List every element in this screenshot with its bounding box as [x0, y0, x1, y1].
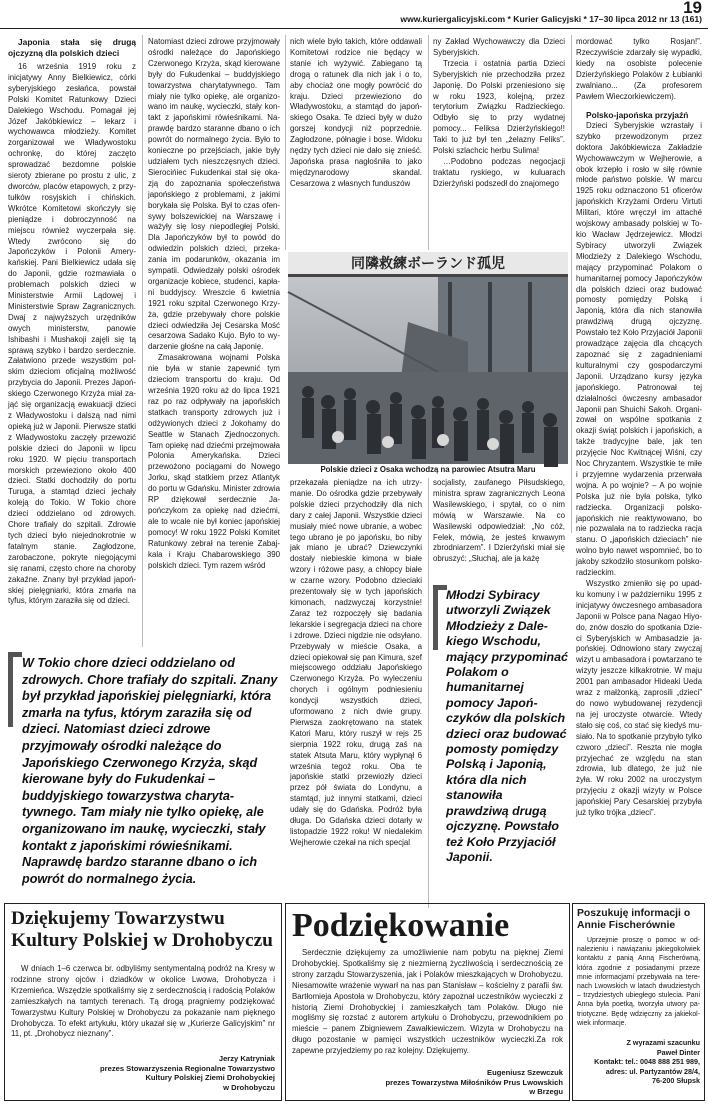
signature-name: Eugeniusz Szewczuk: [487, 1068, 563, 1077]
photo-caption: Polskie dzieci z Osaka wchodzą na parowiec Atsutra Maru: [320, 465, 536, 474]
box-search-body: [577, 936, 700, 1036]
col3-bottom-para: przekazała pieniądze na ich utrzymanie. Do ośrodka gdzie przebywały polskie dzieci przychodziły dla nich dary z całej Japonii. Wszystkie dzieci musiały mieć nowe ubranie, a wobec tego ubrano je po japońsku, bo niby jak miano je ubrać? Dziewczynki dostały niebieskie kimona w białe wzory i różowe pasy, a chłopcy białe w czarne wzory. Podobno dzieciaki prezentowały się w tych japońskich kimonach, nadzwyczaj korzystnie! Zaraz też rozpoczęły się badania lekarskie i segregacja dzieci na chore i zdrowe. Dzieci nigdzie nie odsyłano. Przebywały w mieście Osaka, a dzieci opiekował się pan Kimura, szef miejscowego oddziału Japońskiego Czerwonego Krzyża. Po wyleczeniu chorych i ogólnym podniesieniu kondycji wszystkich dzieci, uformowano z nich dwie grupy. Pierwsza zaokrętowano na statek Katori Maru, który ruszył w rejs 25 sierpnia 1922 roku, drugą zaś na statek Atsuta Maru, który wypłynął 6 września tegoż roku. Oba te japońskie statki przewiozły dzieci przez pół świata do Londynu, a stamtąd, już innymi statkami, dzieci udały się do Gdańska. Podróż była długa. Do Gdańska dzieci dotarły w listopadzie 1922 roku! W niedalekim Wejherowie czekał na nich specjal: [290, 478, 422, 847]
article-column-1: [8, 37, 136, 647]
box-thanks-tkp-title: Dziękujemy Towarzystwu Kultury Polskiej w Drohobyczu: [11, 908, 273, 951]
box-search-text: Uprzejmie proszę o pomoc w odnalezieniu i nawiązaniu jakiegokolwiek kontaktu z panią Anną Fischerówną, która zgodnie z posiadanymi przeze mnie informacjami przebywała na terenach Lwowskich w latach dwudziestych – trzydziestych ubiegłego stulecia. Pani Anna była poetką, tworzyła utwory patriotyczne. Będę wdzięczny za jakiekolwiek informacje.: [577, 937, 700, 1027]
signature-org: prezes Towarzystwa Miłośników Prus Lwowskich: [385, 1077, 563, 1087]
photo-illustration: [288, 252, 568, 464]
box-search: [572, 903, 705, 1101]
col4-top-para-2: Trzecia i ostatnia partia Dzieci Syberyjskich nie przechodziła przez Japonię. Do Polski przeniesiono się w roku 1923, kolejną, przez terytorium Związku Radzieckiego. Odbyło się to przy wydatnej pomocy... Feliksa Dzierżyńskiego!! Taki to już był ten „żelazny Feliks”. Polski szlachcic herbu Sulima!: [433, 58, 565, 156]
column-divider: [571, 35, 572, 533]
header-line: www.kuriergalicyjski.com * Kurier Galicyjski * 17–30 lipca 2012 nr 13 (161): [400, 14, 702, 24]
col5-para-2: Dzieci Syberyjskie wzrastały i szybko przewodzonym przez doktora Jakóbkiewicza Zakładzie Wychowawczym w Wejherowie, a obok krzepło i rosło w siłę równie młode państwo polskie. W marcu 1925 roku odznaczono 51 oficerów japońskich Krzyżami Orderu Virtuti Militari, które wręczył im attaché wojskowy ambasady polskiej w Tokio Wacław Jędrzejewicz. Młodzi Sybiracy utworzyli Związek Młodzieży z Dalekiego Wschodu, mający przypominać Polakom o humanitarnej pomocy Japończyków dla polskich dzieci oraz budować pomosty pomiędzy Polską i Japonią, która dla nich stanowiła prawdziwą drugą ojczyznę. Powstało też Koło Przyjaciół Japonii prowadzące zajęcia dla chcących zapoznać się z zagadnieniami kulturalnymi czy gospodarczymi Japonii. Urządzano kursy języka japońskiego. Patronował tej działalności ówczesny ambasador Japonii pan Shuichi Sakoh. Organizował on wspólne spotkania z okazji świąt polskich i japońskich, a także tradycyjne bale, jak ten przyjęcie Noc Kwitnącej Wiśni, czy Noc Chryzantem. Wszystkie te miłe i przyjemne wydarzenia przerwała wojna. A po wojnie? – A po wojnie Polska już nie była polska, tylko radziecka. Organizacji polsko-japońskich nie reaktywowano, bo nie pozwalała na to radziecka racja stanu. O „japońskich dzieciach” nie wolno było nawet wspomnieć, bo to jakoby szkodziło stosunkom polsko-radzieckim.: [576, 120, 702, 578]
article-photo: [288, 252, 568, 464]
col2-para-1: Natomiast dzieci zdrowe przyjmowały ośrodki należące do Japońskiego Czerwonego Krzyża, skąd kierowane były do Fukudenkai – buddyjskiego towarzystwa charytatywnego. Tam miały nie tylko opiekę, ale organizowano im naukę, wycieczki, stały kontakt z japońskimi rówieśnikami. Naprawdę bardzo staranne dbano o ich powrót do normalnego życia. Było to konieczne po przejściach, jakie były udziałem tych nieszczęsnych dzieci. Sierocińiec Fukudenkai stał się okazją do zapoznania społeczeństwa japońskiego z problemami, z jakimi borykała się Polska. Był to czas ofensywy bolszewickiej na Warszawę i ważyły się losy niepodległej Polski. Dla Japończyków był to powód do odwiedzin polskich dzieci, przekazania im podarunków, okazania im sympatii. Odwiedzały polski ośrodek organizacje kobiece, studenci, kapłani buddyjscy. Wreszcie 6 kwietnia 1921 roku szpital Czerwonego Krzyża, gdzie przebywały chore polskie dzieci odwiedziła Jej Cesarska Mość cesarzowa Sadako Kujo. Było to wydarzenie głośne na całą Japonię.: [148, 37, 280, 352]
page-header: [0, 0, 708, 29]
signature-name: Paweł Dinter: [656, 1047, 700, 1057]
signature-org: Kultury Polskiej Ziemi Drohobyckiej: [145, 1073, 275, 1083]
article-column-4-bottom: [433, 478, 565, 578]
box-search-title: Poszukuję informacji o Annie Fischerównie: [577, 908, 691, 932]
col4-top-para-1: ny Zakład Wychowawczy dla Dzieci Syberyjskich.: [433, 37, 565, 57]
col5-para-1: mordować tylko Rosjan!”. Rzeczywiście zdarzały się wypadki, kiedy na osobiste polecenie Dzierżyńskiego Polaków z Łubianki zwalniano... (Za profesorem Pawłem Wieczorkiewiczem).: [576, 37, 702, 101]
box-podziekowanie: [285, 903, 570, 1101]
col5-subhead: Polsko-japońska przyjaźń: [586, 110, 689, 121]
pull-quote-mark: [8, 652, 22, 727]
signature-line: Z wyrazami szacunku: [626, 1038, 700, 1047]
col4-bottom-para: socjalisty, zaufanego Piłsudskiego, ministra spraw zagranicznych Leona Wasilewskiego, i spytał, co o nim mówią w Warszawie. Na co Wasilewski odpowiedział: „No cóż, Felek, mówią, że jesteś krwawym zbrodniarzem”. I Dzierżyński miał się obruszyć: „Słuchaj, ale ja każę: [433, 478, 565, 564]
pull-quote-left: W Tokio chore dzieci oddzielano od zdrowych. Chore trafiały do szpitali. Znany był przykład japońskiej pielęgniarki, która zmarła na tyfus, którym zaraziła się od dzieci. Natomiast dzieci zdrowe przyjmowały ośrodki należące do Japońskiego Czerwonego Krzyża, skąd kierowane były do Fukudenkai – buddyjskiego towarzystwa charytatywnego. Tam miały nie tylko opiekę, ale organizowano im naukę, wycieczki, stały kontakt z japońskimi rówieśnikami. Naprawdę bardzo staranne dbano o ich powrót do normalnego życia.: [22, 656, 278, 886]
column-divider: [142, 35, 143, 647]
signature-org: w Drohobyczu: [223, 1082, 275, 1092]
box-podziekowanie-body: [292, 948, 563, 1066]
column-divider: [285, 35, 286, 250]
col3-top-para: nich wiele było takich, które oddawali Komitetowi rodzice nie będący w stanie ich wyżywić. Zabiegano tą drogą o ratunek dla nich jak i o to, aby chociaż one mogły powrócić do kraju. Dzieci przewieziono do Władywostoku, a stamtąd do japońskiego Osaka. Te dzieci były w dużo gorszej kondycji niż poprzednie. Zagłodzone, półnagie i bose. Widoku nędzy tych dzieci nie dało się znieść. Japońska prasa nagłośniła to jako międzynarodowy skandal. Cesarzowa z własnych funduszów: [290, 37, 422, 188]
box-podziekowanie-title: Podziękowanie: [292, 907, 510, 944]
signature-org: prezes Stowarzyszenia Regionalne Towarzystwo: [100, 1063, 275, 1073]
photo-banner-text: 同隣救練ボーランド孤児: [351, 256, 505, 272]
column-divider: [428, 478, 429, 908]
article-column-4-top: [433, 37, 565, 249]
signature-address: 76-200 Słupsk: [652, 1076, 700, 1086]
article-column-3-bottom: [290, 478, 422, 918]
article-title: Japonia stała się drugą ojczyzną dla polskich dzieci: [8, 37, 136, 58]
box-thanks-tkp: [4, 903, 282, 1101]
box-thanks-tkp-body: [11, 964, 275, 1042]
page-number: 19: [683, 0, 702, 17]
col2-para-2: Zmasakrowana wojnami Polska nie była w stanie zapewnić tym dzieciom transportu do kraju. Od września 1920 roku aż do lipca 1921 raz po raz odpływały na japońskich statkach transporty zdrowych już i odżywionych dzieci z Jokohamy do Seattle w Stanach Zjednoczonych. Tam opiekę nad dziećmi przejmowała Polonia Amerykańska. Dzieci przewożono pociągami do Nowego Jorku, skąd statkiem przez Atlantyk do portu w Gdańsku. Minister zdrowia RP dziękował serdecznie Japończykom za opiekę nad dziećmi, ale to wcale nie był koniec japońskiej pomocy! W roku 1922 Polski Komitet Ratunkowy zebrał na terenie Zabajkala i Kraju Chabarowskiego 390 polskich dzieci. Tym razem wśród: [148, 353, 281, 570]
signature-address: adres: ul. Partyzantów 28/4,: [605, 1066, 700, 1076]
box-podziekowanie-text: Serdecznie dziękujemy za umożliwienie nam pobytu na pięknej Ziemi Drohobyckiej. Spotkaliśmy się z niezmierną życzliwością i serdecznością ze strony zarządu Stowarzyszenia, jak i Polaków mieszkających w Drohobyczu. Niesamowite wrażenie wywarł na nas pan Stanisław – kościelny z parafii św. Bartłomieja Apostoła w Drohobyczu, który zapoznał uczestników wycieczki z historią Ziemi Drohobyckiej i zamieszkałych tam Polaków. Długo nie mogliśmy się rozstać z autorem artykułu o Drohobyczu, przewodnikiem po mieście – panem Zbigniewem Zawałkiewiczem. Wizyta w Drohobyczu na długo pozostanie w pamięci wszystkich uczestników wycieczki.Za rok zapewne przyjedziemy po raz kolejny. Dziękujemy.: [292, 948, 563, 1056]
col5-para-3: Wszystko zmieniło się po upadku komuny i w październiku 1995 z inicjatywy ówczesnego ambasadora Japonii w Polsce pana Nagao Hiyodo, znów doszło do spotkania Dzieci Syberyjskich w Ambasadzie japońskiej. Odnowiono stary zwyczaj wizyt u ambasadora i powtarzano te wizyty jeszcze kilkakrotnie. W maju 2001 pan ambasador Hideaki Ueda wraz z małżonką, zaprosili „dzieci” do nowo wybudowanej rezydencji na jej uroczyste otwarcie. Wtedy stało się coś, co stać się kiedyś musiało. Na to spotkanie przybyło tylko czworo „dzieci”. Reszta nie mogła przyjechać ze względu na stan zdrowia, lub dlatego, że już nie żyła. W roku 2002 na uroczystym przyjęciu z okazji wizyty w Polsce japońskiej Pary Cesarskiej przybyła już tylko trójka „dzieci”.: [576, 579, 702, 818]
article-column-2: [148, 37, 280, 647]
article-column-5: [576, 37, 702, 818]
box-thanks-tkp-text: W dniach 1–6 czerwca br. odbyliśmy sentymentalną podróż na Kresy w rodzinne strony ojców i dziadków w okolice Lwowa, Drohobycza i Krzemieńca. Wszędzie spotkaliśmy się z serdecznością i radością Polaków zamieszkałych na tamtych terenach. Tą drogą pragniemy podziękować Towarzystwu Kultury Polskiej w Drohobyczu za pokazanie nam pięknego Drohobycza. To efekt artykułu, który ukazał się w „Kurierze Galicyjskim” nr 11, pt. „Drohobycz nieznany”.: [11, 964, 275, 1039]
column-divider: [428, 35, 429, 250]
pull-quote-mark: [433, 585, 447, 650]
signature-contact: Kontakt: tel.: 0048 888 251 989,: [594, 1057, 700, 1067]
pull-quote-right: Młodzi Sybiracy utworzyli Związek Młodzieży z Dalekiego Wschodu, mający przypominać Polakom o humanitarnej pomocy Japończyków dla polskich dzieci oraz budować pomosty pomiędzy Polską i Japonią, która dla nich stanowiła prawdziwą drugą ojczyznę. Powstało też Koło Przyjaciół Japonii.: [446, 588, 568, 864]
signature-name: Jerzy Katryniak: [218, 1054, 275, 1063]
box-search-signature: [577, 1038, 700, 1086]
col1-para: 16 września 1919 roku z inicjatywy Anny Bielkiewicz, córki syberyjskiego zesłańca, powstał Polski Komitet Ratunkowy Dzieci Dalekiego Wschodu. Pomagał jej Józef Jakóbkiewicz – lekarz i wychowawca młodzieży. Komitet zorganizował we Władywostoku ochronkę, do której zaczęto sprowadzać bezdomne polskie sieroty zbierane po prostu z ulic, z dworców, placów etapowych, z przytułków rosyjskich i chińskich. Wkrótce Komitetowi skończyły się pieniądze i dobroczynność na miejscu również wyczerpała się. Wtedy zwrócono się do Japończyków i Polonii Amerykańskiej. Pani Bielkiewicz udała się do Japonii, gdzie rozmawiała o problemach polskich dzieci w Ministerstwie Armii Lądowej i Ministerstwie Spraw Zagranicznych. Dwaj z najwyższych urzędników owych ministerstw, panowie Ishibashi i Mushakoji zajęli się tą sprawą szybko i bardzo serdecznie. Załatwiono przede wszystkim polskim dzieciom oficjalną możliwość przybycia do Japonii. Prezes Japońskiego Czerwonego Krzyża miał zająć się organizacją ewakuacji dzieci z Władywostoku i dalszą nad nimi opieką już w Japonii. Pierwsze statki z Władywostoku zaczęły przewozić polskie dzieci do Japonii w lipcu roku 1920. W pięciu transportach morskich przewieziono około 400 dzieci. Statki dochodziły do portu Turuga, a stamtąd dzieci jechały koleją do Tokio. W Tokio chore dzieci oddzielano od zdrowych. Chore trafiały do szpitali. Zdrowie tych dzieci było niejednokrotnie w fatalnym stanie. Zagłodzone, zarobaczone, pokryte niegojącymi się ranami, często chore na choroby zakaźne. Znany był przykład japońskiej pielęgniarki, która zmarła na tyfus, którym zaraziła się od dzieci.: [8, 62, 136, 606]
box-podziekowanie-signature: [292, 1068, 563, 1097]
col4-top-para-3: …Podobno podczas negocjacji traktatu ryskiego, w kuluarach Dzierżyński podszedł do znajomego: [433, 156, 565, 188]
article-column-3-top: [290, 37, 422, 249]
signature-org: w Brzegu: [529, 1087, 563, 1097]
box-thanks-tkp-signature: [11, 1054, 275, 1092]
